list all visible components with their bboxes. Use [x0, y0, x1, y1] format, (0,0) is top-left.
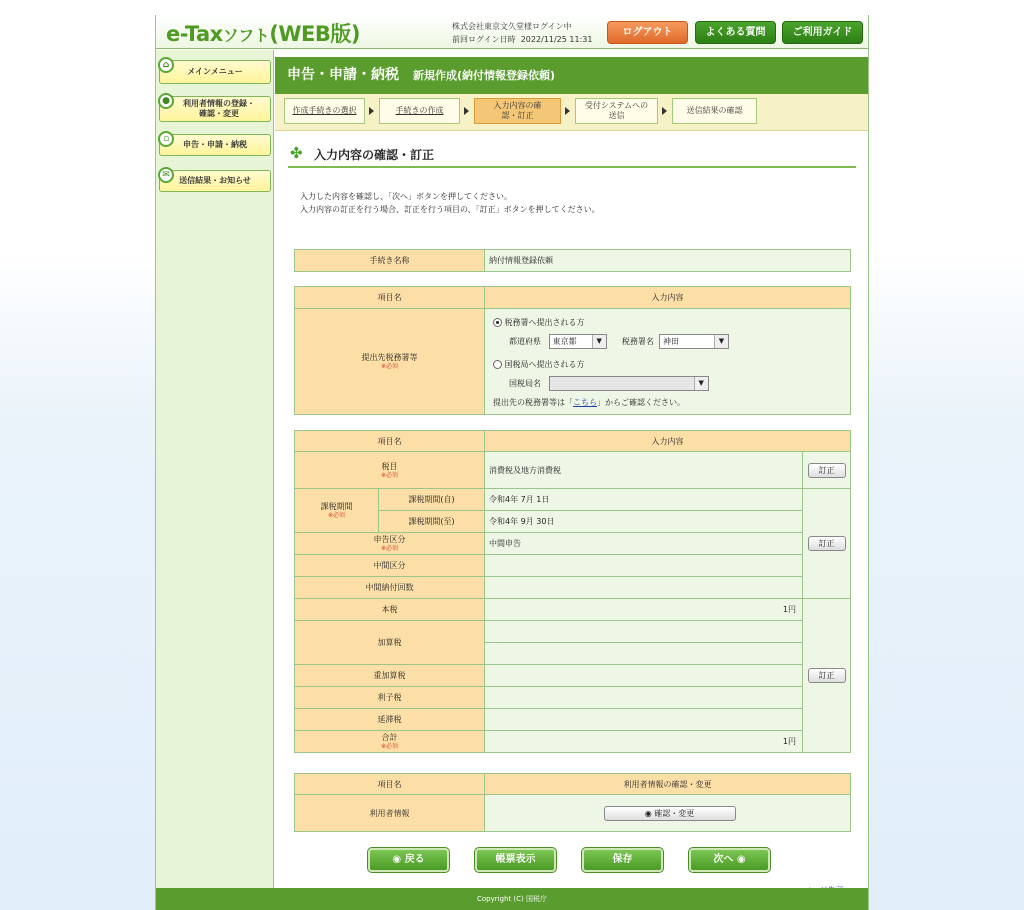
radio-tax-office[interactable]	[493, 318, 502, 327]
next-label: 次へ	[713, 854, 734, 865]
etax-logo	[166, 18, 360, 48]
period-label-cell	[295, 489, 379, 533]
userinfo-label: 利用者情報	[295, 795, 485, 832]
midcount-value	[485, 577, 803, 599]
correct-button-tax-item[interactable]: 訂正	[808, 463, 846, 478]
office-value: 神田	[663, 337, 679, 346]
sidebar-item-label: 申告・申請・納税	[183, 140, 247, 149]
pref-select[interactable]	[549, 334, 607, 349]
rishi-label: 利子税	[295, 687, 485, 709]
col-header-item: 項目名	[295, 774, 485, 795]
login-user: 株式会社東京文久堂様ログイン中	[452, 22, 572, 31]
office-name-label: 税務署名	[621, 337, 654, 346]
correct-button-period[interactable]: 訂正	[808, 536, 846, 551]
period-from-label: 課税期間(自)	[379, 489, 485, 511]
mid-value	[485, 555, 803, 577]
sidebar-item-user-info[interactable]	[159, 96, 271, 122]
pref-value: 東京都	[552, 337, 577, 346]
step-send	[575, 98, 658, 124]
confirm-change-label: 確認・変更	[654, 808, 695, 818]
save-button[interactable]: 保存	[582, 848, 663, 872]
required-mark: ※必須	[380, 545, 399, 552]
entai-label: 延滞税	[295, 709, 485, 731]
kasan-value-2	[485, 643, 803, 665]
midcount-label: 中間納付回数	[295, 577, 485, 599]
sidebar-item-label: 送信結果・お知らせ	[179, 176, 251, 185]
back-label: 戻る	[404, 854, 425, 865]
office-label-cell	[295, 309, 485, 415]
userinfo-table	[294, 773, 851, 832]
step-label: 手続きの作成	[395, 106, 444, 115]
tax-item-label: 税目	[381, 461, 398, 471]
section-heading	[288, 144, 856, 168]
instruction-line-1: 入力した内容を確認し、「次へ」ボタンを押してください。	[300, 192, 512, 201]
required-mark: ※必須	[380, 363, 399, 370]
period-label: 課税期間	[320, 502, 353, 511]
guide-button[interactable]: ご利用ガイド	[782, 21, 863, 44]
col-header-item: 項目名	[295, 287, 485, 309]
total-value: 1円	[485, 731, 803, 753]
step-label: 送信結果の確認	[686, 106, 743, 115]
correct-button-amounts[interactable]: 訂正	[808, 668, 846, 683]
step-label: 入力内容の確認・訂正	[493, 101, 542, 120]
honzei-value: 1円	[485, 599, 803, 621]
sidebar-item-label: メインメニュー	[187, 67, 243, 76]
logo-main: e-Tax	[166, 22, 223, 46]
sidebar-item-label: 利用者情報の登録・確認・変更	[183, 99, 255, 118]
step-create-procedure[interactable]	[379, 98, 460, 124]
required-mark: ※必須	[327, 512, 346, 519]
sidebar-item-main-menu[interactable]	[159, 60, 271, 84]
col-header-item: 項目名	[295, 431, 485, 452]
step-label: 作成手続きの選択	[292, 106, 357, 115]
office-label: 提出先税務署等	[361, 353, 418, 362]
period-from-value: 令和4年 7月 1日	[485, 489, 803, 511]
procedure-value: 納付情報登録依頼	[485, 250, 851, 272]
col-header-input: 入力内容	[485, 287, 851, 309]
pref-label: 都道府県	[509, 337, 541, 346]
note-post: 」からご確認ください。	[597, 398, 685, 407]
tax-table	[294, 430, 851, 753]
main-content	[275, 50, 868, 888]
faq-button[interactable]: よくある質問	[695, 21, 776, 44]
rishi-value	[485, 687, 803, 709]
jukasan-value	[485, 665, 803, 687]
col-header-input: 入力内容	[485, 431, 851, 452]
document-icon: ▫	[158, 131, 174, 147]
logout-button[interactable]: ログアウト	[607, 21, 688, 44]
office-lookup-link[interactable]: こちら	[573, 398, 597, 407]
mail-icon: ✉	[158, 167, 174, 183]
mid-label: 中間区分	[295, 555, 485, 577]
jukasan-label: 重加算税	[295, 665, 485, 687]
radio-tax-office-label: 税務署へ提出される方	[504, 318, 585, 327]
office-select[interactable]	[659, 334, 729, 349]
confirm-change-button[interactable]: ◉ 確認・変更	[604, 806, 736, 821]
kasan-value-1	[485, 621, 803, 643]
sidebar-item-declaration[interactable]	[159, 134, 271, 156]
last-login	[452, 33, 592, 46]
step-progress	[275, 94, 868, 131]
radio-bureau[interactable]	[493, 360, 502, 369]
section-title: 入力内容の確認・訂正	[314, 148, 435, 162]
page-subtitle: 新規作成(納付情報登録依頼)	[413, 69, 556, 82]
radio-bureau-label: 国税局へ提出される方	[504, 360, 585, 369]
step-arrow-icon	[369, 107, 374, 115]
bureau-label: 国税局名	[509, 379, 541, 388]
office-table	[294, 286, 851, 415]
page-title: 申告・申請・納税	[287, 67, 399, 83]
correct-cell	[803, 489, 851, 599]
back-button[interactable]: ◉ 戻る	[368, 848, 449, 872]
page-titlebar	[275, 57, 868, 94]
correct-cell	[803, 452, 851, 489]
dropdown-arrow-icon: ▼	[694, 377, 708, 390]
dropdown-arrow-icon: ▼	[592, 335, 606, 348]
userinfo-cell	[485, 795, 851, 832]
app-frame	[155, 15, 869, 910]
step-confirm-correct	[474, 98, 561, 124]
last-login-time: 2022/11/25 11:31	[520, 35, 593, 44]
step-label: 受付システムへの送信	[584, 101, 649, 120]
honzei-label: 本税	[295, 599, 485, 621]
logo-web: (WEB版)	[269, 22, 360, 46]
required-mark: ※必須	[380, 471, 399, 479]
sidebar-item-results[interactable]	[159, 170, 271, 192]
decl-label: 申告区分	[373, 535, 406, 544]
decl-label-cell	[295, 533, 485, 555]
clover-icon: ✤	[290, 144, 303, 162]
decl-value: 中間申告	[485, 533, 803, 555]
step-arrow-icon	[464, 107, 469, 115]
logo-sub: ソフト	[222, 26, 270, 45]
user-info	[452, 20, 592, 46]
step-select-procedure[interactable]	[284, 98, 365, 124]
entai-value	[485, 709, 803, 731]
next-button[interactable]: 次へ ◉	[689, 848, 770, 872]
office-input-cell	[485, 309, 851, 415]
total-label: 合計	[381, 733, 398, 742]
step-result	[672, 98, 757, 124]
note-pre: 提出先の税務署等は「	[493, 398, 573, 407]
procedure-label: 手続き名称	[295, 250, 485, 272]
tax-item-value: 消費税及地方消費税	[485, 452, 803, 489]
user-icon: ●	[158, 93, 174, 109]
col-header-userinfo: 利用者情報の確認・変更	[485, 774, 851, 795]
kasan-label: 加算税	[295, 621, 485, 665]
step-arrow-icon	[565, 107, 570, 115]
dropdown-arrow-icon: ▼	[714, 335, 728, 348]
period-to-label: 課税期間(至)	[379, 511, 485, 533]
form-display-button[interactable]: 帳票表示	[475, 848, 556, 872]
home-icon: ⌂	[158, 57, 174, 73]
step-arrow-icon	[662, 107, 667, 115]
instructions	[300, 190, 600, 216]
correct-cell	[803, 599, 851, 753]
period-to-value: 令和4年 9月 30日	[485, 511, 803, 533]
last-login-label: 前回ログイン日時	[452, 35, 516, 44]
instruction-line-2: 入力内容の訂正を行う場合、訂正を行う項目の、「訂正」ボタンを押してください。	[300, 205, 600, 214]
footer: Copyright (C) 国税庁	[156, 888, 868, 910]
required-mark: ※必須	[380, 743, 399, 750]
tax-item-label-cell	[295, 452, 485, 489]
procedure-table	[294, 249, 851, 272]
sidebar	[156, 50, 274, 888]
header	[156, 15, 868, 49]
bureau-select[interactable]	[549, 376, 709, 391]
total-label-cell	[295, 731, 485, 753]
